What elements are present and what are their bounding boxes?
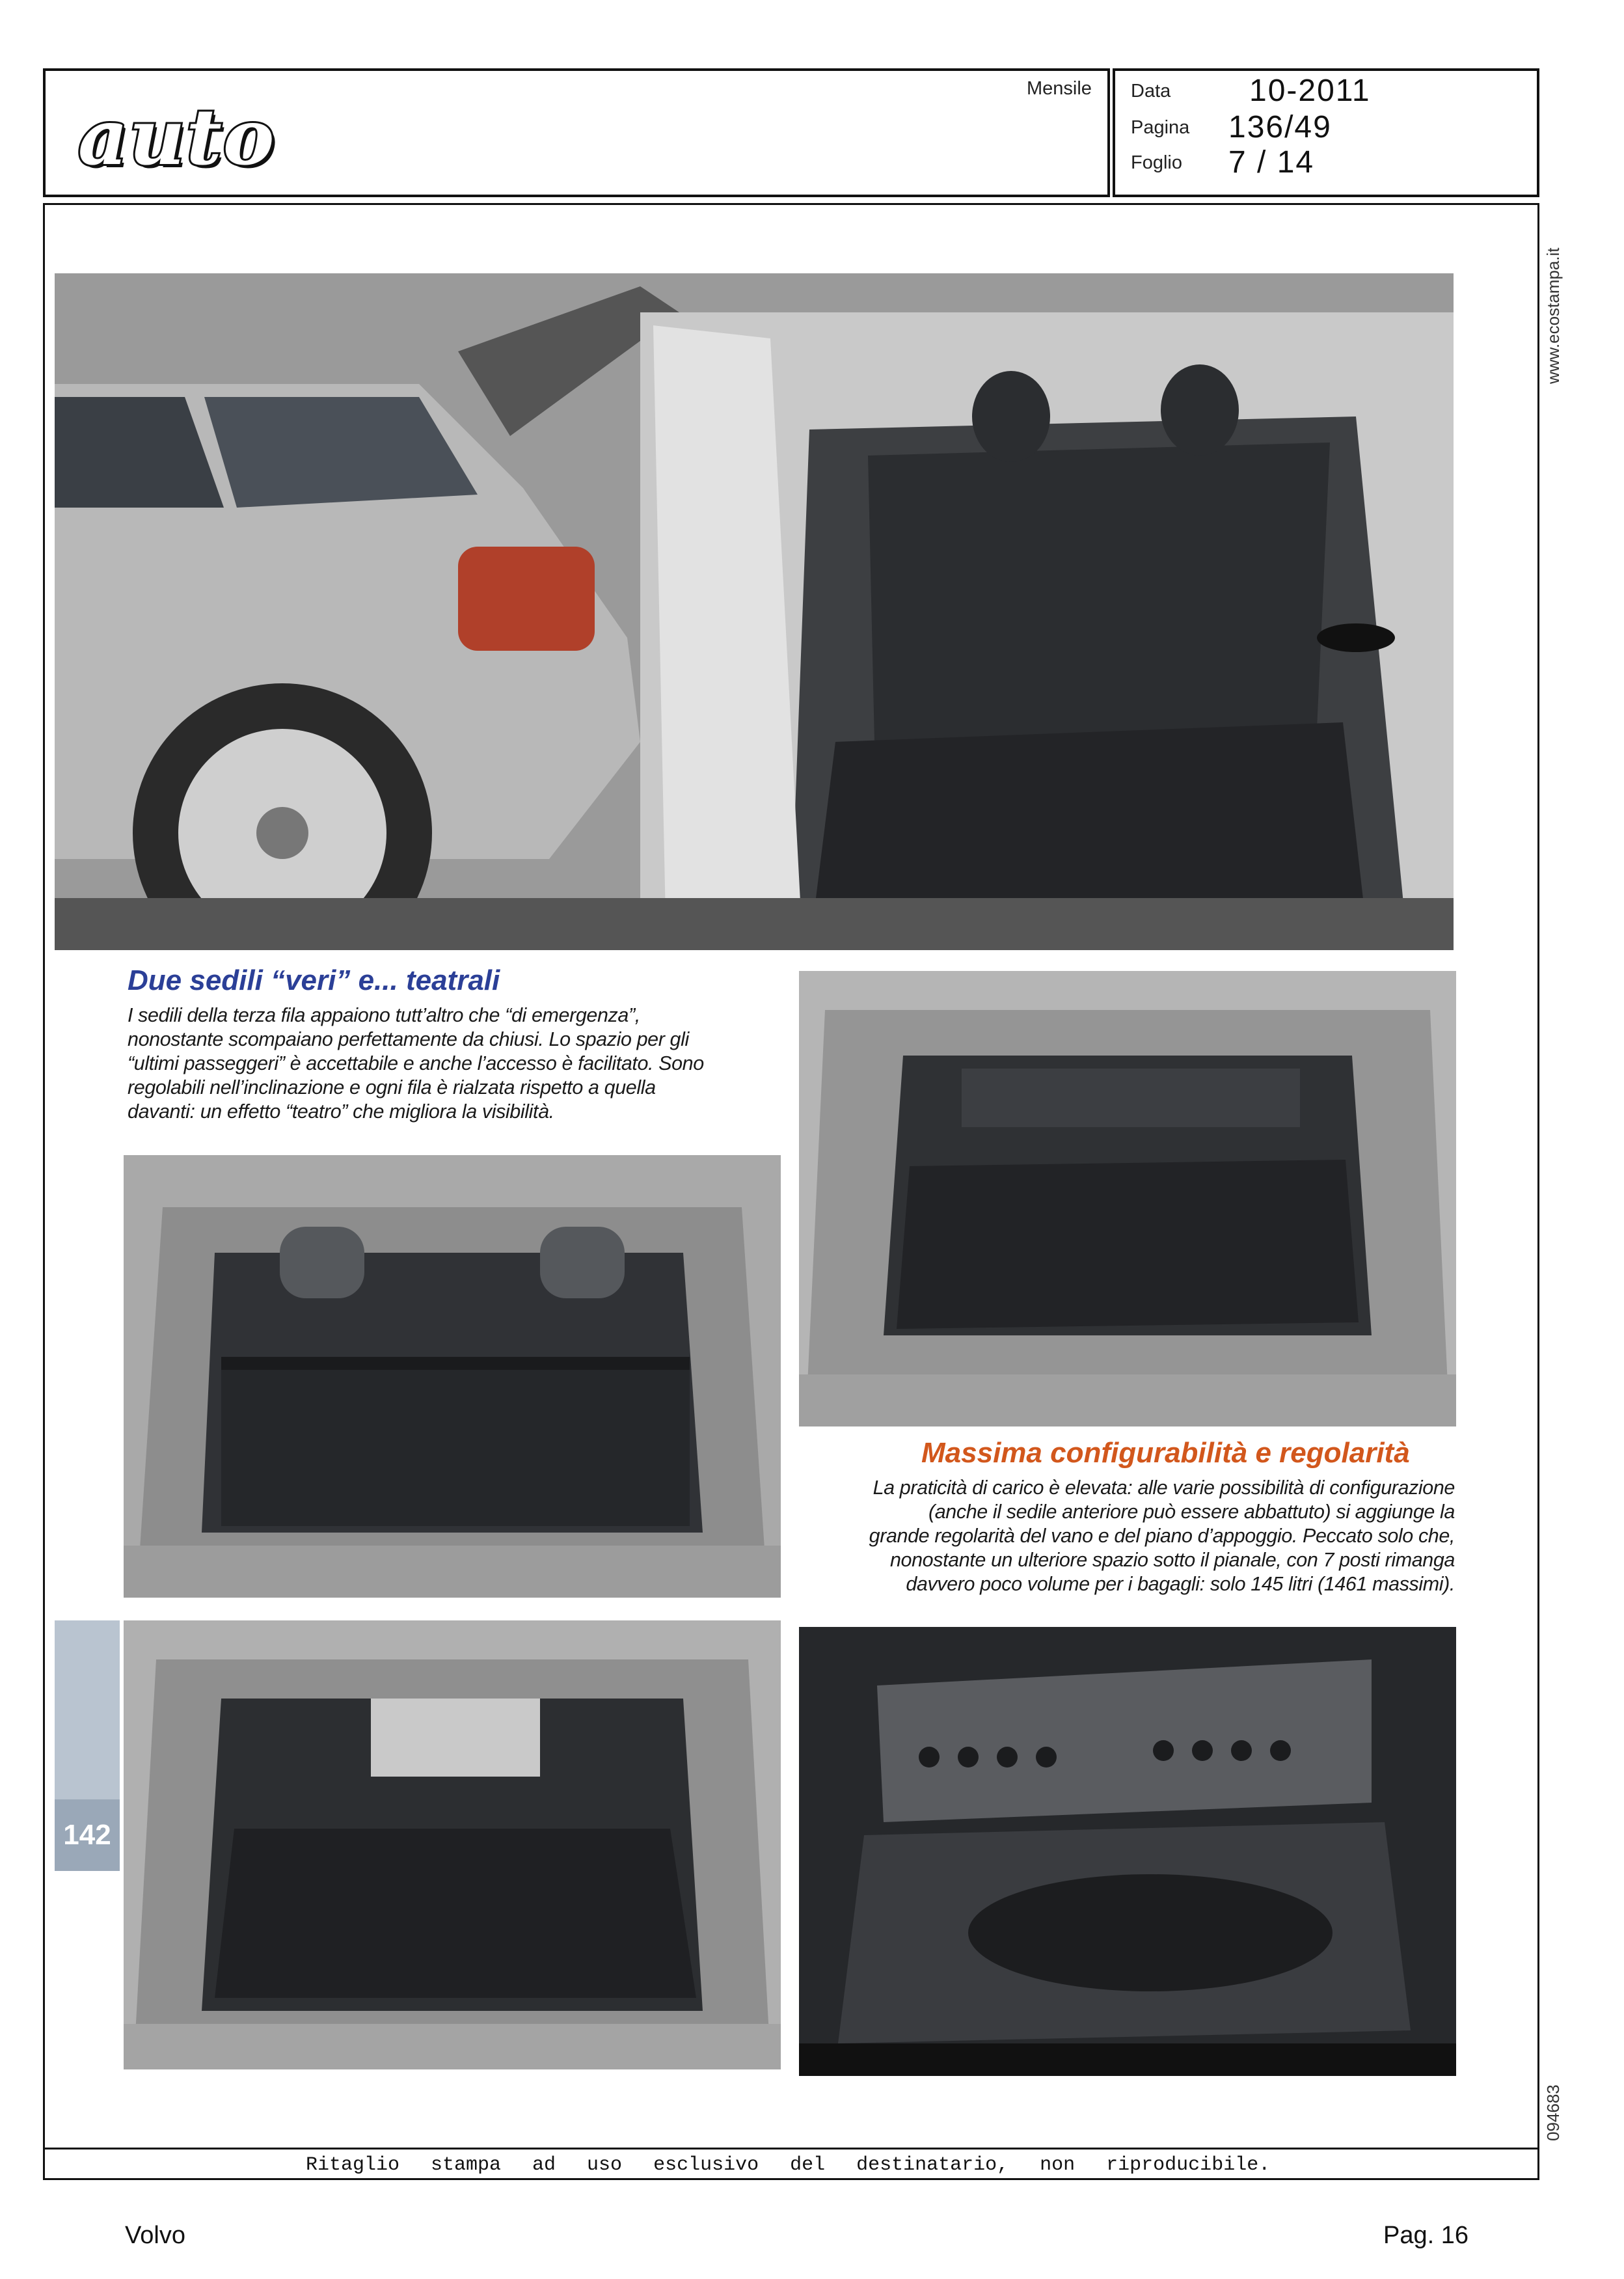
section2-title: Massima configurabilità e regolarità [921,1437,1410,1469]
periodicity-label: Mensile [1027,78,1092,99]
photo-underfloor-compartment [799,1627,1456,2076]
trunk-shelf-illustration [124,1155,781,1598]
section1-line: “ultimi passeggeri” è accettabile e anche l’accesso è facilitato. Sono [128,1052,704,1074]
sheet-value: 7 / 14 [1228,145,1315,180]
section2-line: La praticità di carico è elevata: alle varie possibilità di configurazione [873,1477,1455,1499]
flat-floor-illustration [124,1620,781,2069]
section2-line: (anche il sedile anteriore può essere abbattuto) si aggiunge la [928,1501,1455,1523]
section2-line: davvero poco volume per i bagagli: solo 145 litri (1461 massimi). [906,1573,1455,1595]
photo-trunk-with-shelf [124,1155,781,1598]
third-row-illustration [55,273,1454,950]
underfloor-illustration [799,1627,1456,2076]
section1-body [128,1003,778,1124]
section2-line: nonostante un ulteriore spazio sotto il pianale, con 7 posti rimanga [889,1549,1455,1571]
page-value: 136/49 [1228,110,1332,144]
bottom-left-label: Volvo [125,2222,185,2249]
photo-flat-load-floor [124,1620,781,2069]
trunk-folded-illustration [799,971,1456,1426]
page-label: Pagina [1131,117,1190,138]
section2-body [781,1476,1455,1596]
date-value: 10-2011 [1249,74,1371,108]
photo-third-row-seats [55,273,1454,950]
bottom-page-label: Pag. 16 [1383,2222,1468,2249]
publication-logo: auto [78,92,276,182]
footer-rule [43,2148,1539,2149]
section1-line: davanti: un effetto “teatro” che migliora la visibilità. [128,1100,554,1123]
page-tab-strip [55,1620,120,1799]
section1-line: nonostante scompaiano perfettamente da chiusi. Lo spazio per gli [128,1028,689,1050]
sheet-label: Foglio [1131,152,1182,173]
section2-line: grande regolarità del vano e del piano d’appoggio. Peccato solo che, [869,1525,1455,1547]
date-label: Data [1131,81,1171,102]
archive-code-text: 094683 [1543,2084,1563,2141]
photo-trunk-third-row-folded [799,971,1456,1426]
section1-title: Due sedili “veri” e... teatrali [128,964,500,996]
website-margin-text: www.ecostampa.it [1543,247,1563,384]
section1-line: I sedili della terza fila appaiono tutt’altro che “di emergenza”, [128,1004,640,1026]
page-number-tab: 142 [55,1799,120,1871]
section1-line: regolabili nell’inclinazione e ogni fila è rialzata rispetto a quella [128,1076,656,1099]
reproduction-notice: Ritaglio stampa ad uso esclusivo del destinatario, non riproducibile. [306,2154,1271,2176]
